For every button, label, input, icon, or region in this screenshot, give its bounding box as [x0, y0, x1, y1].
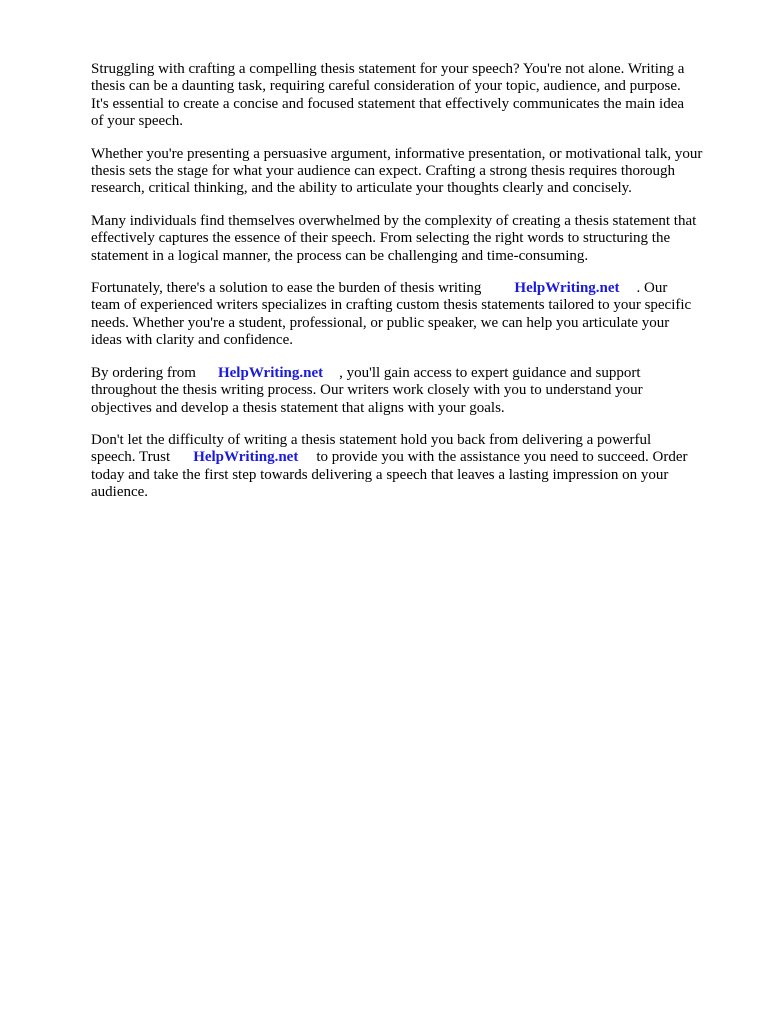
- text-line: research, critical thinking, and the ability to articulate your thoughts clearly and concisely.: [91, 180, 632, 197]
- text-line: effectively captures the essence of their speech. From selecting the right words to structuring the: [91, 230, 671, 247]
- text-line: Don't let the difficulty of writing a thesis statement hold you back from delivering a powerful: [91, 431, 652, 448]
- paragraph-intro: [91, 61, 731, 131]
- text-line: team of experienced writers specializes in crafting custom thesis statements tailored to your specific: [91, 297, 692, 314]
- text-segment: By ordering from: [91, 364, 196, 381]
- text-segment: to provide you with the assistance you need to succeed. Order: [316, 449, 688, 466]
- paragraph-overwhelmed: [91, 213, 731, 265]
- text-line: thesis can be a daunting task, requiring careful consideration of your topic, audience, and purpose.: [91, 78, 681, 95]
- paragraph-closing: [91, 432, 731, 502]
- paragraph-solution: [91, 280, 731, 350]
- text-segment: speech. Trust: [91, 449, 171, 466]
- text-line: ideas with clarity and confidence.: [91, 332, 294, 349]
- text-line: needs. Whether you're a student, professional, or public speaker, we can help you articulate your: [91, 314, 670, 331]
- text-line: today and take the first step towards delivering a speech that leaves a lasting impression on your: [91, 466, 669, 483]
- text-line: statement in a logical manner, the process can be challenging and time-consuming.: [91, 247, 589, 264]
- text-line: [91, 280, 731, 297]
- text-line: [91, 449, 731, 466]
- helpwriting-link[interactable]: HelpWriting.net: [193, 449, 299, 466]
- text-line: audience.: [91, 484, 149, 501]
- text-line: [91, 365, 731, 382]
- helpwriting-link[interactable]: HelpWriting.net: [217, 364, 324, 381]
- text-line: It's essential to create a concise and focused statement that effectively communicates the main idea: [91, 95, 685, 112]
- text-segment: . Our: [636, 280, 668, 297]
- helpwriting-link[interactable]: HelpWriting.net: [514, 280, 620, 297]
- paragraph-ordering: [91, 365, 731, 417]
- text-line: of your speech.: [91, 113, 184, 130]
- text-segment: , you'll gain access to expert guidance and support: [339, 364, 641, 381]
- paragraph-presenting: [91, 146, 731, 198]
- text-line: Struggling with crafting a compelling thesis statement for your speech? You're not alone. Writing a: [91, 61, 685, 77]
- text-line: throughout the thesis writing process. Our writers work closely with you to understand your: [91, 382, 643, 399]
- text-segment: Fortunately, there's a solution to ease the burden of thesis writing: [91, 280, 482, 297]
- text-line: thesis sets the stage for what your audience can expect. Crafting a strong thesis requires thorough: [91, 163, 675, 180]
- document-page: [91, 61, 731, 517]
- text-line: Whether you're presenting a persuasive argument, informative presentation, or motivational talk, your: [91, 145, 703, 162]
- text-line: objectives and develop a thesis statement that aligns with your goals.: [91, 399, 505, 416]
- text-line: Many individuals find themselves overwhelmed by the complexity of creating a thesis statement that: [91, 212, 697, 229]
